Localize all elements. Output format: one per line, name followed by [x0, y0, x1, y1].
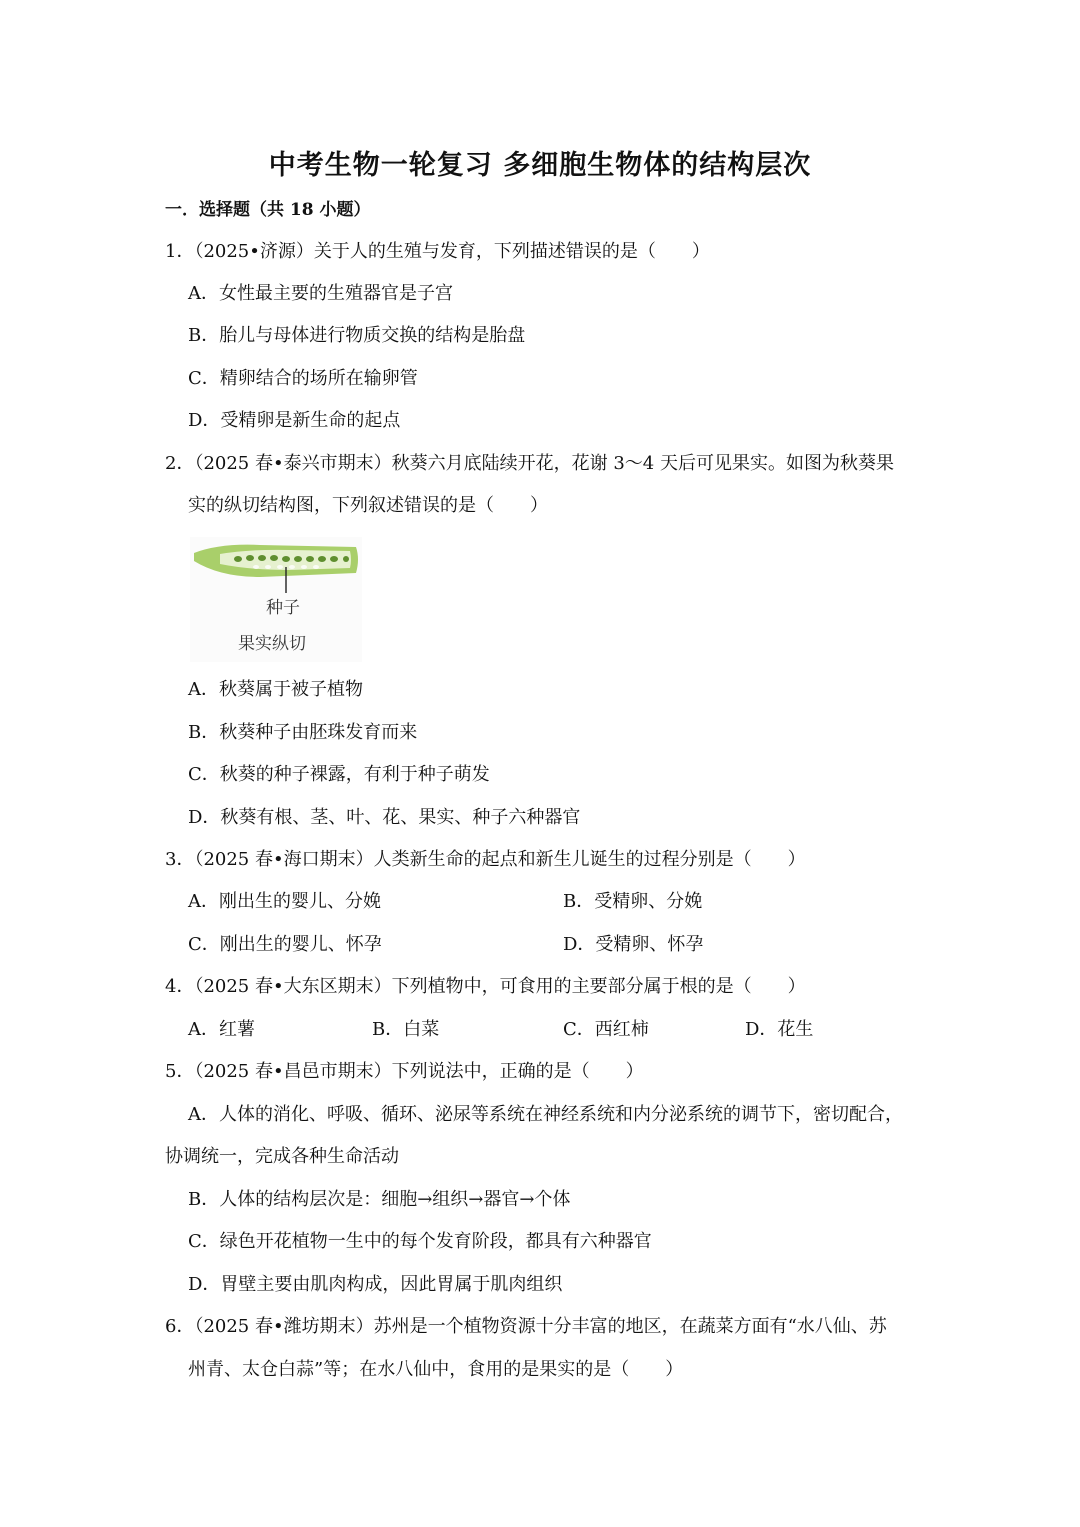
q1-option-b: B．胎儿与母体进行物质交换的结构是胎盘: [188, 325, 526, 346]
section-heading: 一．选择题（共 18 小题）: [165, 200, 371, 220]
q6-stem-line1: 6．（2025 春•潍坊期末）苏州是一个植物资源十分丰富的地区，在蔬菜方面有“水八仙、苏: [165, 1316, 887, 1337]
page-title: 中考生物一轮复习 多细胞生物体的结构层次: [268, 150, 812, 181]
q2-option-a: A．秋葵属于被子植物: [188, 679, 363, 700]
figure-caption: 果实纵切: [238, 634, 306, 654]
q3-option-b: B．受精卵、分娩: [563, 891, 703, 912]
q5-option-a-line2: 协调统一，完成各种生命活动: [165, 1146, 399, 1167]
figure-label-seed: 种子: [266, 598, 300, 618]
q4-option-a: A．红薯: [188, 1019, 255, 1040]
q5-stem: 5．（2025 春•昌邑市期末）下列说法中，正确的是（ ）: [165, 1061, 644, 1082]
q1-stem: 1．（2025•济源）关于人的生殖与发育，下列描述错误的是（ ）: [165, 241, 710, 262]
q4-option-d: D．花生: [745, 1019, 814, 1040]
q2-stem-line2: 实的纵切结构图，下列叙述错误的是（ ）: [188, 495, 548, 516]
q2-stem-line1: 2．（2025 春•泰兴市期末）秋葵六月底陆续开花，花谢 3～4 天后可见果实。如图为秋葵果: [165, 453, 894, 474]
q6-stem-line2: 州青、太仓白蒜”等；在水八仙中，食用的是果实的是（ ）: [188, 1359, 684, 1380]
q2-option-c: C．秋葵的种子裸露，有利于种子萌发: [188, 764, 490, 785]
q2-option-d: D．秋葵有根、茎、叶、花、果实、种子六种器官: [188, 807, 581, 828]
q5-option-a-line1: A．人体的消化、呼吸、循环、泌尿等系统在神经系统和内分泌系统的调节下，密切配合，: [188, 1104, 903, 1125]
q1-option-d: D．受精卵是新生命的起点: [188, 410, 401, 431]
q1-option-a: A．女性最主要的生殖器官是子宫: [188, 283, 453, 304]
q1-option-c: C．精卵结合的场所在输卵管: [188, 368, 418, 389]
q5-option-d: D．胃壁主要由肌肉构成，因此胃属于肌肉组织: [188, 1274, 563, 1295]
q4-option-c: C．西红柿: [563, 1019, 649, 1040]
q4-stem: 4．（2025 春•大东区期末）下列植物中，可食用的主要部分属于根的是（ ）: [165, 976, 806, 997]
q3-option-c: C．刚出生的婴儿、怀孕: [188, 934, 382, 955]
q3-stem: 3．（2025 春•海口期末）人类新生命的起点和新生儿诞生的过程分别是（ ）: [165, 849, 806, 870]
q5-option-b: B．人体的结构层次是：细胞→组织→器官→个体: [188, 1189, 571, 1210]
q4-option-b: B．白菜: [372, 1019, 440, 1040]
q3-option-d: D．受精卵、怀孕: [563, 934, 704, 955]
q5-option-c: C．绿色开花植物一生中的每个发育阶段，都具有六种器官: [188, 1231, 652, 1252]
q2-option-b: B．秋葵种子由胚珠发育而来: [188, 722, 418, 743]
okra-fruit-section-figure: [190, 537, 362, 662]
q3-option-a: A．刚出生的婴儿、分娩: [188, 891, 381, 912]
